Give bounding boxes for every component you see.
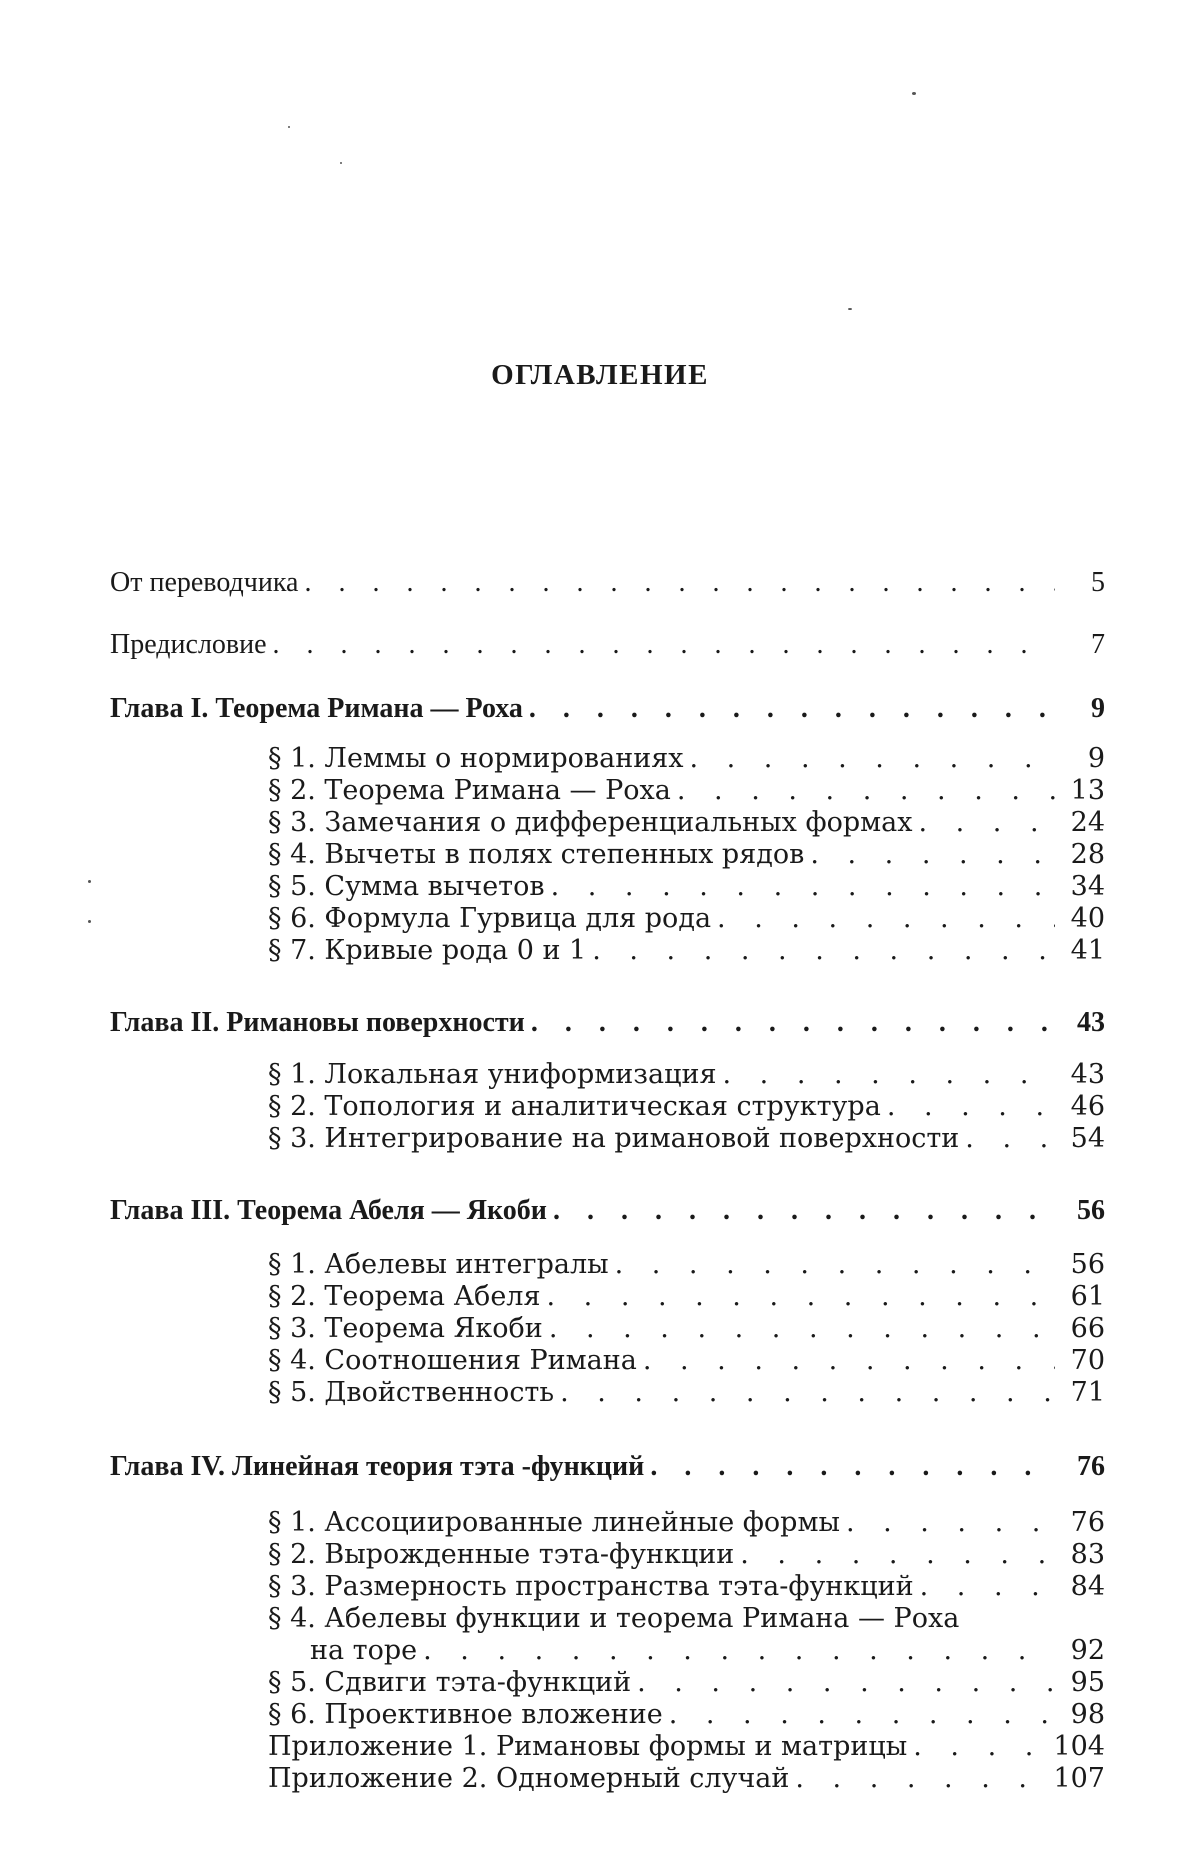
toc-section-label: § 4. Абелевы функции и теорема Римана — Роха <box>268 1603 960 1634</box>
toc-chapter-page: 56 <box>1077 1195 1105 1226</box>
toc-appendix-page: 104 <box>1053 1731 1105 1762</box>
toc-section-page: 46 <box>1070 1091 1105 1122</box>
leader-dots <box>529 694 1055 724</box>
toc-section-label: § 7. Кривые рода 0 и 1 <box>268 935 587 966</box>
leader-dots <box>913 1732 1047 1762</box>
leader-dots <box>887 1092 1055 1122</box>
toc-chapter-label: Глава III. Теорема Абеля — Якоби <box>110 1195 547 1226</box>
toc-chapter-4[interactable] <box>110 1452 1105 1482</box>
leader-dots <box>918 808 1055 838</box>
toc-section[interactable] <box>268 1092 1105 1122</box>
toc-section-page: 56 <box>1070 1249 1105 1280</box>
toc-chapter-page: 76 <box>1077 1451 1105 1482</box>
toc-appendix-label: Приложение 2. Одномерный случай <box>268 1763 790 1794</box>
toc-chapter-label: Глава IV. Линейная теория тэта -функций <box>110 1451 645 1482</box>
toc-section[interactable] <box>268 872 1105 902</box>
leader-dots <box>650 1452 1055 1482</box>
leader-dots <box>553 1196 1055 1226</box>
toc-appendix-label: Приложение 1. Римановы формы и матрицы <box>268 1731 908 1762</box>
toc-section-label: § 3. Размерность пространства тэта-функций <box>268 1571 914 1602</box>
toc-section-page: 28 <box>1070 839 1105 870</box>
leader-dots <box>689 744 1055 774</box>
toc-section-label: § 3. Интегрирование на римановой поверхности <box>268 1123 960 1154</box>
leader-dots <box>723 1060 1055 1090</box>
toc-section[interactable] <box>268 1540 1105 1570</box>
toc-section[interactable] <box>268 808 1105 838</box>
leader-dots <box>560 1378 1055 1408</box>
toc-section[interactable] <box>268 936 1105 966</box>
toc-appendix-page: 107 <box>1053 1763 1105 1794</box>
leader-dots <box>965 1124 1055 1154</box>
toc-entry-label: Предисловие <box>110 629 267 660</box>
toc-section[interactable] <box>268 1572 1105 1602</box>
leader-dots <box>551 872 1055 902</box>
toc-section[interactable] <box>268 1508 1105 1538</box>
scan-speck <box>340 162 342 164</box>
leader-dots <box>810 840 1055 870</box>
leader-dots <box>846 1508 1055 1538</box>
toc-appendix-2[interactable] <box>268 1764 1105 1794</box>
toc-chapter-2[interactable] <box>110 1008 1105 1038</box>
toc-section-label: § 4. Вычеты в полях степенных рядов <box>268 839 805 870</box>
toc-section-label-continuation: на торе <box>310 1635 418 1666</box>
leader-dots <box>795 1764 1047 1794</box>
toc-section-label: § 6. Формула Гурвица для рода <box>268 903 712 934</box>
toc-entry-preface[interactable] <box>110 630 1105 660</box>
toc-section-page: 71 <box>1070 1377 1105 1408</box>
toc-section-page: 40 <box>1070 903 1105 934</box>
leader-dots <box>717 904 1055 934</box>
leader-dots <box>304 568 1055 598</box>
toc-section-page: 83 <box>1070 1539 1105 1570</box>
leader-dots <box>643 1346 1055 1376</box>
toc-chapter-3[interactable] <box>110 1196 1105 1226</box>
toc-entry-page: 7 <box>1091 629 1105 660</box>
leader-dots <box>637 1668 1055 1698</box>
toc-section[interactable] <box>268 1250 1105 1280</box>
leader-dots <box>920 1572 1055 1602</box>
toc-section-page: 98 <box>1070 1699 1105 1730</box>
toc-section-page: 76 <box>1070 1507 1105 1538</box>
toc-chapter-page: 43 <box>1077 1007 1105 1038</box>
leader-dots <box>531 1008 1055 1038</box>
leader-dots <box>740 1540 1055 1570</box>
toc-section[interactable] <box>268 1378 1105 1408</box>
toc-heading: ОГЛАВЛЕНИЕ <box>491 359 709 392</box>
toc-section[interactable] <box>268 1700 1105 1730</box>
toc-section-label: § 5. Двойственность <box>268 1377 555 1408</box>
toc-chapter-1[interactable] <box>110 694 1105 724</box>
toc-section-page: 41 <box>1070 935 1105 966</box>
toc-section-label: § 2. Теорема Римана — Роха <box>268 775 671 806</box>
toc-section-label: § 3. Замечания о дифференциальных формах <box>268 807 913 838</box>
toc-section-page: 61 <box>1070 1281 1105 1312</box>
toc-section-label: § 1. Абелевы интегралы <box>268 1249 609 1280</box>
scan-speck <box>88 920 91 923</box>
toc-section[interactable] <box>268 1060 1105 1090</box>
leader-dots <box>669 1700 1055 1730</box>
toc-section[interactable] <box>268 1604 1105 1634</box>
toc-section-label: § 5. Сдвиги тэта-функций <box>268 1667 632 1698</box>
leader-dots <box>615 1250 1055 1280</box>
toc-section-page: 70 <box>1070 1345 1105 1376</box>
leader-dots <box>273 630 1055 660</box>
toc-section-continuation[interactable] <box>310 1636 1105 1666</box>
toc-section[interactable] <box>268 1282 1105 1312</box>
toc-chapter-label: Глава II. Римановы поверхности <box>110 1007 525 1038</box>
leader-dots <box>549 1314 1055 1344</box>
toc-section-label: § 1. Леммы о нормированиях <box>268 743 684 774</box>
toc-chapter-label: Глава I. Теорема Римана — Роха <box>110 693 523 724</box>
toc-section-page: 13 <box>1070 775 1105 806</box>
leader-dots <box>677 776 1055 806</box>
toc-section-label: § 4. Соотношения Римана <box>268 1345 637 1376</box>
toc-section[interactable] <box>268 1314 1105 1344</box>
toc-section[interactable] <box>268 1124 1105 1154</box>
leader-dots <box>546 1282 1055 1312</box>
leader-dots <box>423 1636 1055 1666</box>
toc-section-label: § 2. Вырожденные тэта-функции <box>268 1539 735 1570</box>
toc-section-page: 9 <box>1087 743 1105 774</box>
toc-section-page: 92 <box>1070 1635 1105 1666</box>
toc-entry-page: 5 <box>1091 567 1105 598</box>
scan-speck <box>88 880 91 883</box>
toc-section-page: 84 <box>1070 1571 1105 1602</box>
toc-section-label: § 2. Теорема Абеля <box>268 1281 541 1312</box>
toc-section[interactable] <box>268 776 1105 806</box>
toc-section[interactable] <box>268 840 1105 870</box>
toc-section[interactable] <box>268 744 1105 774</box>
scan-speck <box>912 92 916 95</box>
toc-section-label: § 1. Ассоциированные линейные формы <box>268 1507 840 1538</box>
toc-section-page: 95 <box>1070 1667 1105 1698</box>
toc-section[interactable] <box>268 904 1105 934</box>
toc-section-label: § 2. Топология и аналитическая структура <box>268 1091 881 1122</box>
toc-section-page: 34 <box>1070 871 1105 902</box>
toc-section[interactable] <box>268 1346 1105 1376</box>
toc-entry-translator-note[interactable] <box>110 568 1105 598</box>
leader-dots <box>592 936 1055 966</box>
toc-section-page: 66 <box>1070 1313 1105 1344</box>
toc-entry-label: От переводчика <box>110 567 299 598</box>
toc-section-label: § 1. Локальная униформизация <box>268 1059 717 1090</box>
toc-section-label: § 6. Проективное вложение <box>268 1699 663 1730</box>
toc-section-label: § 3. Теорема Якоби <box>268 1313 543 1344</box>
toc-appendix-1[interactable] <box>268 1732 1105 1762</box>
toc-section-page: 24 <box>1070 807 1105 838</box>
toc-section-page: 43 <box>1070 1059 1105 1090</box>
toc-section-label: § 5. Сумма вычетов <box>268 871 545 902</box>
toc-section-page: 54 <box>1070 1123 1105 1154</box>
scan-speck <box>848 308 852 310</box>
scan-speck <box>288 126 290 128</box>
toc-section[interactable] <box>268 1668 1105 1698</box>
toc-chapter-page: 9 <box>1091 693 1105 724</box>
